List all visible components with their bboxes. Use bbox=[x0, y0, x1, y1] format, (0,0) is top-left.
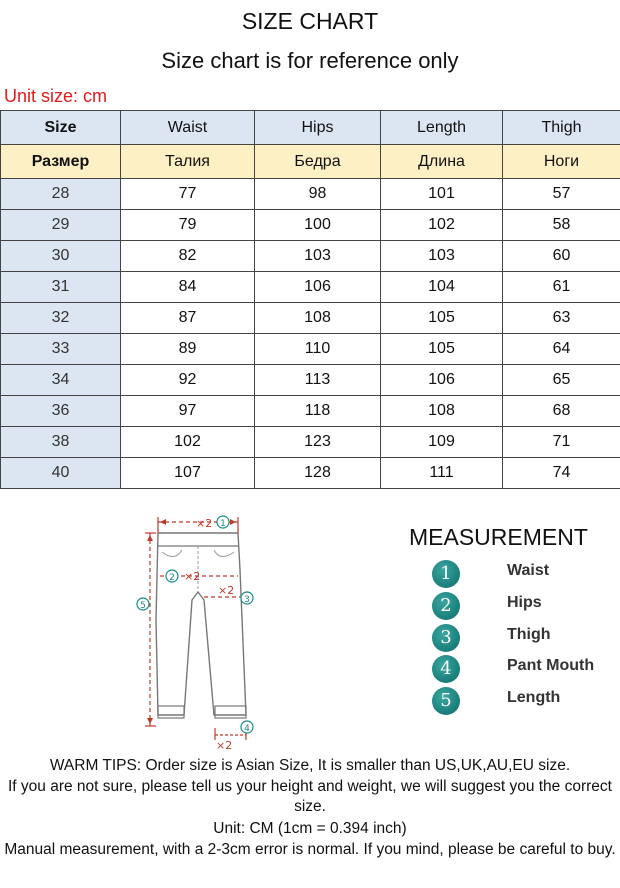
times-two-label: ×2 bbox=[218, 584, 235, 597]
value-cell: 123 bbox=[255, 427, 381, 458]
value-cell: 65 bbox=[503, 365, 620, 396]
table-row bbox=[1, 241, 620, 272]
value-cell: 100 bbox=[255, 210, 381, 241]
unit-label: Unit size: cm bbox=[4, 86, 108, 106]
number-badge: 1 bbox=[432, 560, 460, 588]
header-cell: Талия bbox=[121, 145, 255, 179]
value-cell: 97 bbox=[121, 396, 255, 427]
measurement-label: Pant Mouth bbox=[507, 657, 595, 674]
times-two-label: ×2 bbox=[216, 739, 233, 750]
value-cell: 79 bbox=[121, 210, 255, 241]
value-cell: 102 bbox=[121, 427, 255, 458]
number-badge: 4 bbox=[432, 655, 460, 683]
size-cell: 28 bbox=[1, 179, 121, 210]
size-cell: 38 bbox=[1, 427, 121, 458]
svg-text:3: 3 bbox=[244, 595, 250, 605]
header-cell: Hips bbox=[255, 111, 381, 145]
times-two-label: ×2 bbox=[184, 570, 201, 583]
value-cell: 101 bbox=[381, 179, 503, 210]
value-cell: 103 bbox=[255, 241, 381, 272]
size-cell: 32 bbox=[1, 303, 121, 334]
measurement-label: Length bbox=[507, 689, 561, 706]
value-cell: 108 bbox=[381, 396, 503, 427]
size-cell: 31 bbox=[1, 272, 121, 303]
size-cell: 40 bbox=[1, 458, 121, 489]
value-cell: 113 bbox=[255, 365, 381, 396]
measurement-title: MEASUREMENT bbox=[409, 524, 588, 550]
header-row-russian bbox=[1, 145, 620, 179]
marker-4 bbox=[241, 721, 253, 734]
value-cell: 57 bbox=[503, 179, 620, 210]
value-cell: 77 bbox=[121, 179, 255, 210]
size-cell: 36 bbox=[1, 396, 121, 427]
size-cell: 29 bbox=[1, 210, 121, 241]
table-row bbox=[1, 334, 620, 365]
pants-measurement-diagram bbox=[120, 500, 270, 750]
svg-text:4: 4 bbox=[244, 724, 250, 734]
table-row bbox=[1, 427, 620, 458]
table-row bbox=[1, 365, 620, 396]
header-cell: Ноги bbox=[503, 145, 620, 179]
value-cell: 128 bbox=[255, 458, 381, 489]
table-row bbox=[1, 210, 620, 241]
value-cell: 102 bbox=[381, 210, 503, 241]
size-cell: 30 bbox=[1, 241, 121, 272]
table-row bbox=[1, 179, 620, 210]
value-cell: 109 bbox=[381, 427, 503, 458]
header-cell: Size bbox=[1, 111, 121, 145]
measurement-label: Hips bbox=[507, 594, 542, 611]
warm-tips-line: WARM TIPS: Order size is Asian Size, It is smaller than US,UK,AU,EU size. bbox=[49, 757, 571, 774]
header-cell: Длина bbox=[381, 145, 503, 179]
chart-subtitle: Size chart is for reference only bbox=[161, 48, 459, 73]
measurement-label: Thigh bbox=[507, 626, 551, 643]
size-cell: 34 bbox=[1, 365, 121, 396]
marker-1 bbox=[217, 516, 229, 529]
header-cell: Thigh bbox=[503, 111, 620, 145]
value-cell: 106 bbox=[255, 272, 381, 303]
value-cell: 82 bbox=[121, 241, 255, 272]
header-cell: Length bbox=[381, 111, 503, 145]
svg-text:5: 5 bbox=[140, 601, 146, 611]
table-row bbox=[1, 272, 620, 303]
value-cell: 87 bbox=[121, 303, 255, 334]
table-row bbox=[1, 458, 620, 489]
header-row-english bbox=[1, 111, 620, 145]
value-cell: 58 bbox=[503, 210, 620, 241]
measurement-label: Waist bbox=[507, 562, 550, 579]
size-cell: 33 bbox=[1, 334, 121, 365]
header-cell: Бедра bbox=[255, 145, 381, 179]
value-cell: 106 bbox=[381, 365, 503, 396]
value-cell: 110 bbox=[255, 334, 381, 365]
measurement-error-note: Manual measurement, with a 2-3cm error is normal. If you mind, please be careful to buy. bbox=[4, 841, 616, 858]
value-cell: 92 bbox=[121, 365, 255, 396]
marker-5 bbox=[137, 598, 149, 611]
times-two-label: ×2 bbox=[196, 517, 213, 530]
chart-title: SIZE CHART bbox=[241, 8, 379, 34]
value-cell: 103 bbox=[381, 241, 503, 272]
marker-2 bbox=[166, 570, 178, 583]
value-cell: 71 bbox=[503, 427, 620, 458]
value-cell: 60 bbox=[503, 241, 620, 272]
pants-outline bbox=[156, 533, 246, 715]
value-cell: 84 bbox=[121, 272, 255, 303]
value-cell: 89 bbox=[121, 334, 255, 365]
unit-conversion-text: Unit: CM (1cm = 0.394 inch) bbox=[213, 820, 407, 837]
value-cell: 105 bbox=[381, 334, 503, 365]
number-badge: 3 bbox=[432, 624, 460, 652]
value-cell: 63 bbox=[503, 303, 620, 334]
svg-text:1: 1 bbox=[220, 519, 226, 529]
number-badge: 2 bbox=[432, 592, 460, 620]
marker-3 bbox=[241, 592, 253, 605]
value-cell: 111 bbox=[381, 458, 503, 489]
value-cell: 105 bbox=[381, 303, 503, 334]
header-cell: Размер bbox=[1, 145, 121, 179]
value-cell: 61 bbox=[503, 272, 620, 303]
header-cell: Waist bbox=[121, 111, 255, 145]
value-cell: 107 bbox=[121, 458, 255, 489]
value-cell: 104 bbox=[381, 272, 503, 303]
value-cell: 118 bbox=[255, 396, 381, 427]
value-cell: 74 bbox=[503, 458, 620, 489]
size-table bbox=[0, 110, 620, 489]
value-cell: 108 bbox=[255, 303, 381, 334]
value-cell: 64 bbox=[503, 334, 620, 365]
value-cell: 68 bbox=[503, 396, 620, 427]
table-row bbox=[1, 303, 620, 334]
number-badge: 5 bbox=[432, 687, 460, 715]
value-cell: 98 bbox=[255, 179, 381, 210]
svg-text:2: 2 bbox=[169, 573, 175, 583]
table-row bbox=[1, 396, 620, 427]
sizing-advice-text: If you are not sure, please tell us your height and weight, we will suggest you the correct size. bbox=[8, 778, 612, 815]
